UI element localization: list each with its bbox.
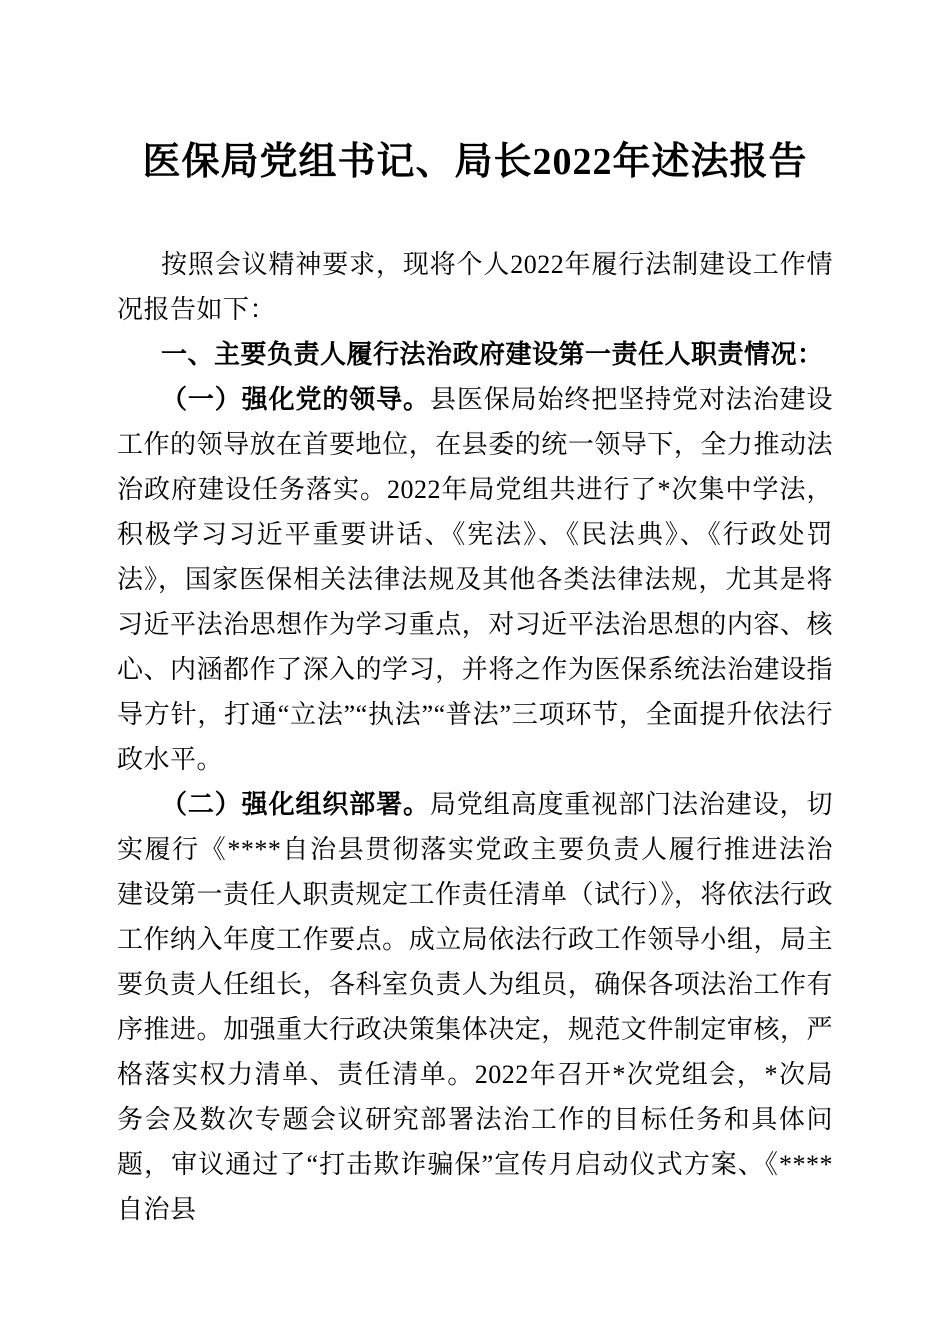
paragraph-1-lead: （一）强化党的领导。 — [161, 385, 430, 414]
intro-paragraph: 按照会议精神要求，现将个人2022年履行法制建设工作情况报告如下： — [117, 250, 833, 324]
paragraph-1-body: 县医保局始终把坚持党对法治建设工作的领导放在首要地位，在县委的统一领导下，全力推动法治政府建设任务落实。2022年局党组共进行了*次集中学法，积极学习习近平重要讲话、《宪法》、《民法典》、《行政处罚法》，国家医保相关法律法规及其他各类法律法规，尤其是将习近平法治思想作为学习重点，对习近平法治思想的内容、核心、内涵都作了深入的学习，并将之作为医保系统法治建设指导方针，打通“立法”“执法”“普法”三项环节，全面提升依法行政水平。 — [117, 385, 833, 774]
paragraph-2-body: 局党组高度重视部门法治建设，切实履行《****自治县贯彻落实党政主要负责人履行推进法治建设第一责任人职责规定工作责任清单（试行）》，将依法行政工作纳入年度工作要点。成立局依法行政工作领导小组，局主要负责人任组长，各科室负责人为组员，确保各项法治工作有序推进。加强重大行政决策集体决定，规范文件制定审核，严格落实权力清单、责任清单。2022年召开*次党组会，*次局务会及数次专题会议研究部署法治工作的目标任务和具体问题，审议通过了“打击欺诈骗保”宣传月启动仪式方案、《****自治县 — [117, 790, 834, 1224]
document-title: 医保局党组书记、局长2022年述法报告 — [142, 141, 808, 183]
section-1-heading: 一、主要负责人履行法治政府建设第一责任人职责情况： — [161, 340, 824, 369]
paragraph-2 — [117, 782, 833, 1232]
paragraph-2-lead: （二）强化组织部署。 — [161, 790, 430, 819]
paragraph-1 — [117, 377, 833, 782]
